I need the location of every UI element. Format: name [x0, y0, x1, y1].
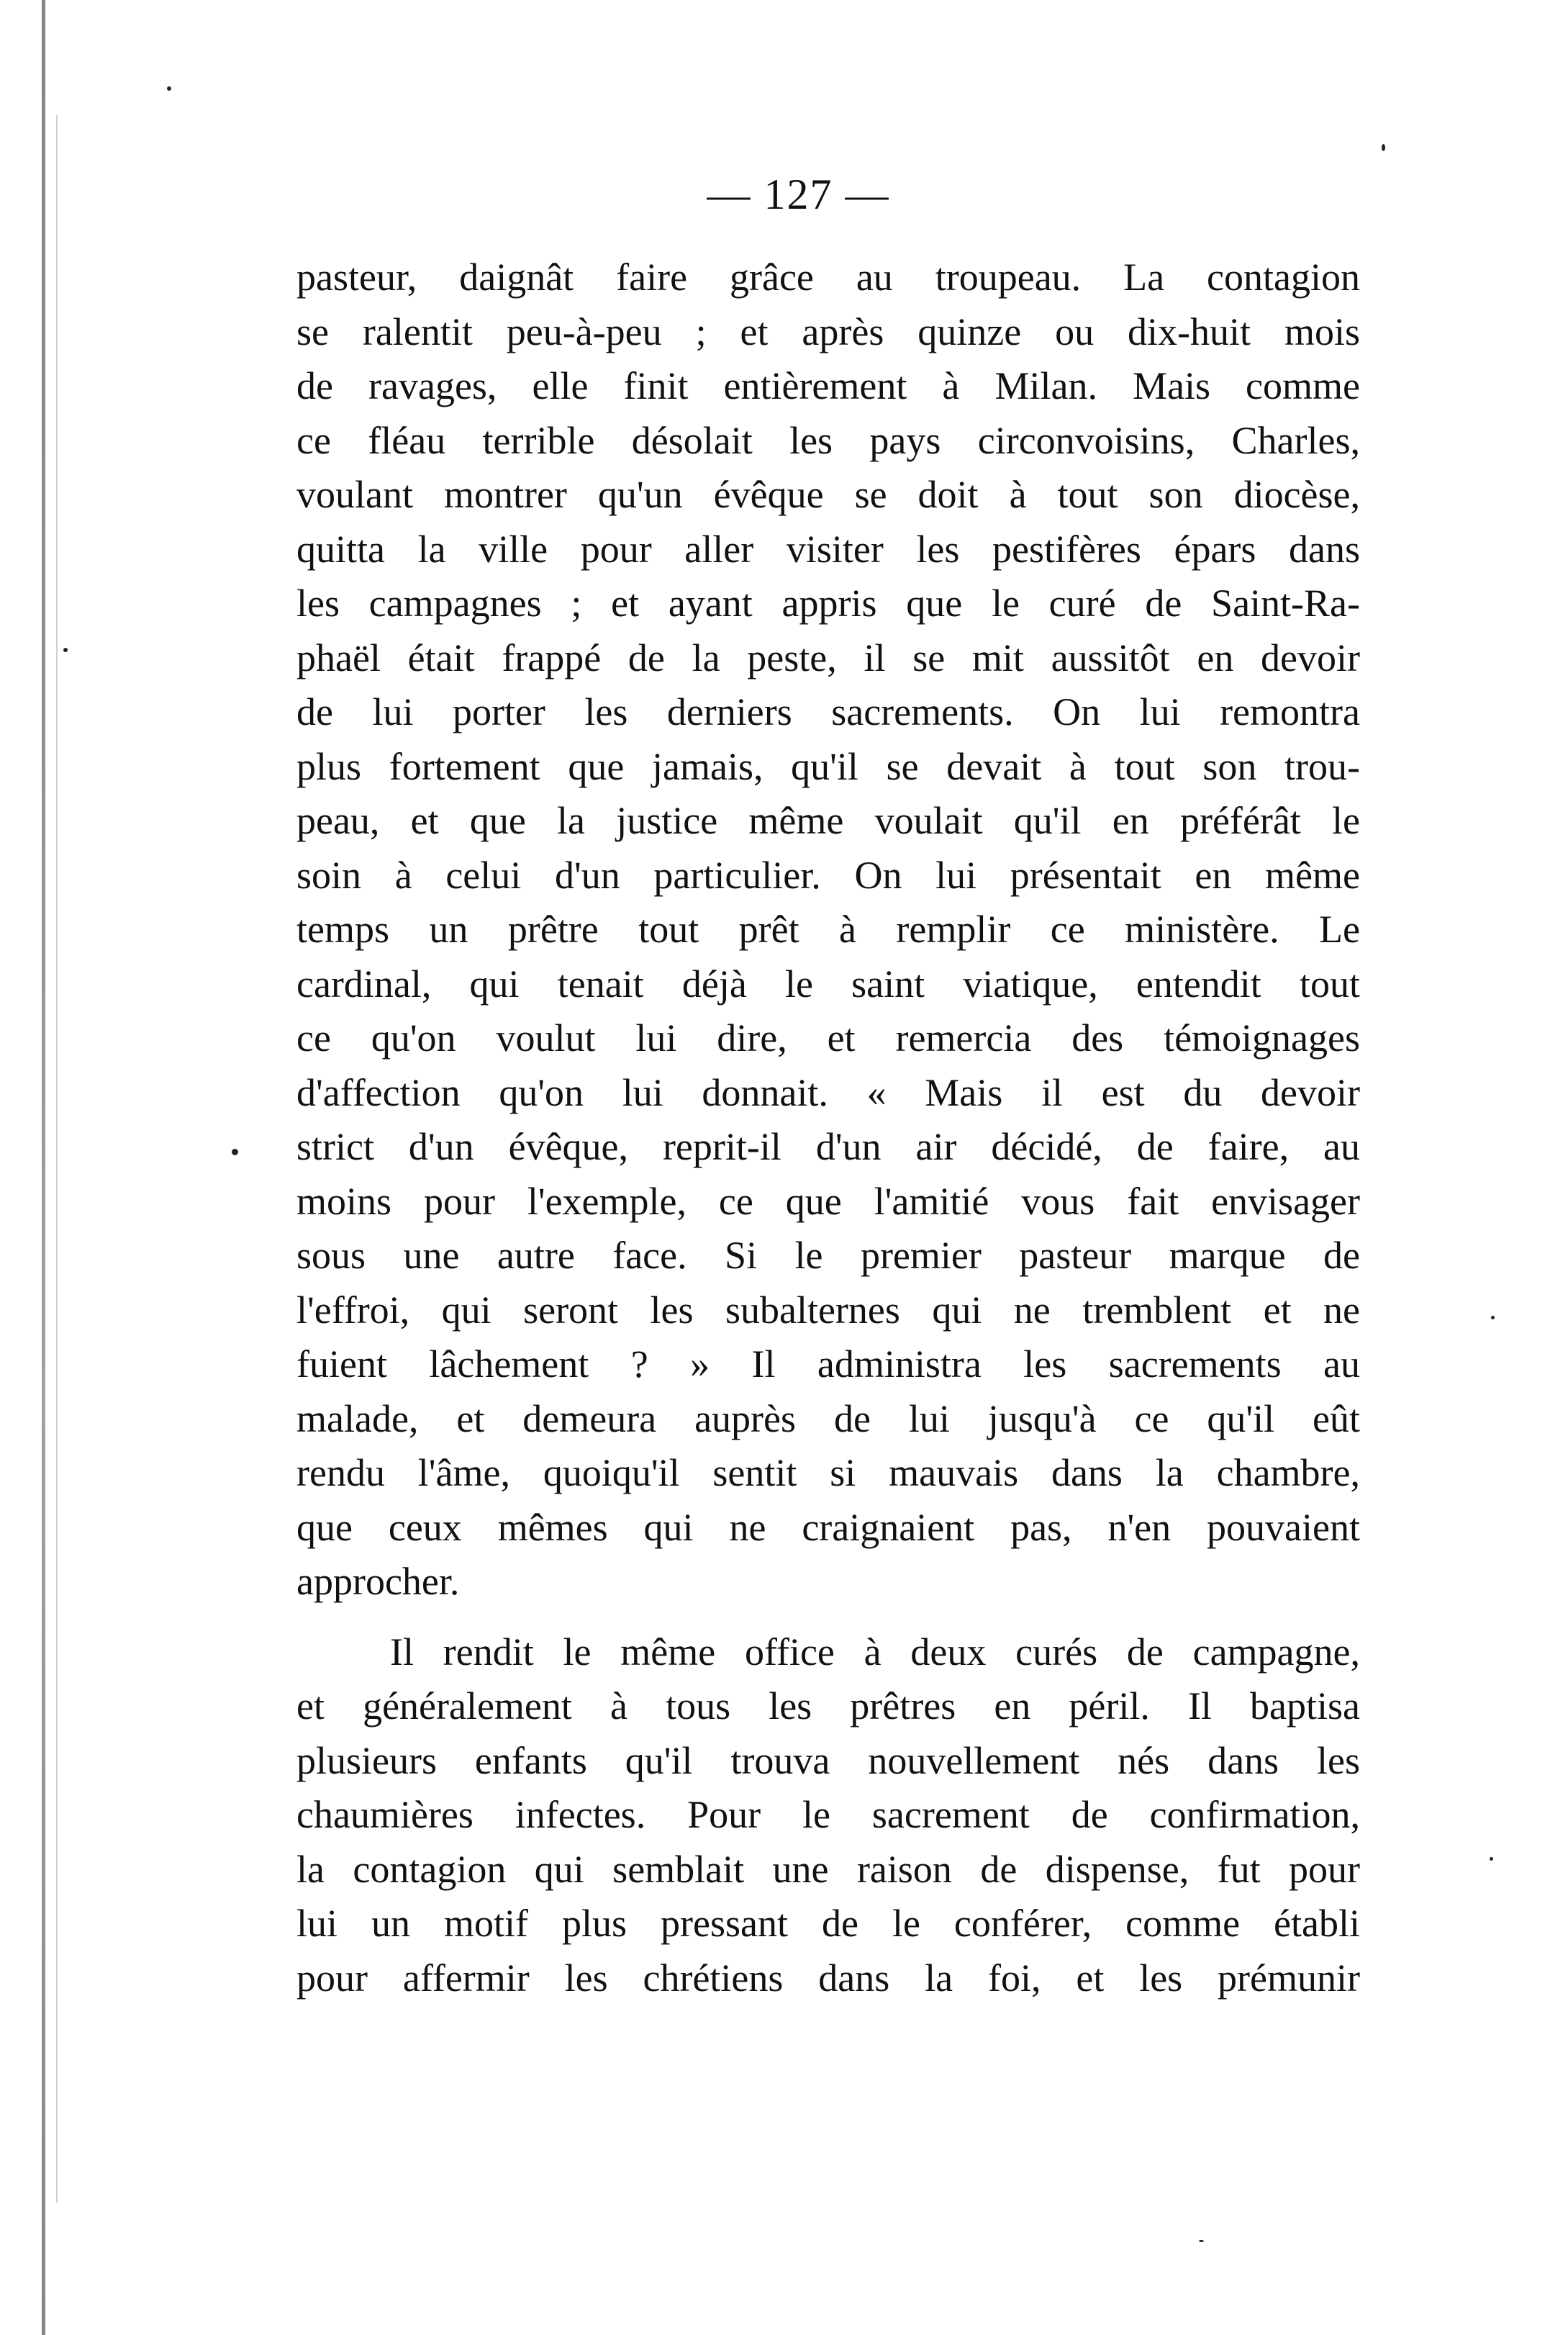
text-line: que ceux mêmes qui ne craignaient pas, n'en pouvaient — [296, 1505, 1360, 1549]
text-line: rendu l'âme, quoiqu'il sentit si mauvais dans la chambre, — [296, 1451, 1360, 1494]
text-line: soin à celui d'un particulier. On lui présentait en même — [296, 853, 1360, 897]
text-line: temps un prêtre tout prêt à remplir ce ministère. Le — [296, 908, 1360, 951]
text-line: et généralement à tous les prêtres en péril. Il baptisa — [296, 1684, 1360, 1727]
text-line: lui un motif plus pressant de le conférer, comme établi — [296, 1902, 1360, 1945]
scan-speck — [1490, 1857, 1493, 1861]
scan-speck — [232, 1149, 238, 1155]
text-line: d'affection qu'on lui donnait. « Mais il est du devoir — [296, 1070, 1360, 1114]
text-line: de ravages, elle finit entièrement à Milan. Mais comme — [296, 364, 1360, 407]
text-line: les campagnes ; et ayant appris que le curé de Saint-Ra- — [296, 582, 1360, 625]
text-line: phaël était frappé de la peste, il se mit aussitôt en devoir — [296, 636, 1360, 679]
page-number: — 127 — — [707, 171, 890, 218]
text-line: voulant montrer qu'un évêque se doit à tout son diocèse, — [296, 473, 1360, 516]
text-line: plusieurs enfants qu'il trouva nouvellement nés dans les — [296, 1738, 1360, 1782]
scan-speck — [1491, 1316, 1495, 1319]
scan-speck — [1382, 144, 1385, 151]
paragraph-gap — [296, 1609, 1360, 1625]
text-line: la contagion qui semblait une raison de dispense, fut pour — [296, 1847, 1360, 1891]
text-line: plus fortement que jamais, qu'il se devait à tout son trou- — [296, 744, 1360, 788]
body-text — [296, 250, 1360, 2005]
text-line: se ralentit peu-à-peu ; et après quinze ou dix-huit mois — [296, 310, 1360, 353]
text-line: pour affermir les chrétiens dans la foi, et les prémunir — [296, 1956, 1360, 2000]
binding-shadow — [56, 115, 58, 2203]
text-line: ce qu'on voulut lui dire, et remercia des témoignages — [296, 1016, 1360, 1060]
text-line: chaumières infectes. Pour le sacrement de confirmation, — [296, 1793, 1360, 1836]
text-line: strict d'un évêque, reprit-il d'un air décidé, de faire, au — [296, 1125, 1360, 1168]
text-line: approcher. — [296, 1560, 460, 1603]
text-line: peau, et que la justice même voulait qu'il en préférât le — [296, 799, 1360, 842]
text-line: pasteur, daignât faire grâce au troupeau. La contagion — [296, 256, 1360, 299]
text-line: de lui porter les derniers sacrements. On lui remontra — [296, 690, 1360, 733]
scan-speck — [63, 648, 68, 652]
scan-speck — [167, 86, 171, 91]
text-line: ce fléau terrible désolait les pays circonvoisins, Charles, — [296, 418, 1360, 462]
text-line: l'effroi, qui seront les subalternes qui ne tremblent et ne — [296, 1288, 1360, 1332]
text-line: Il rendit le même office à deux curés de campagne, — [390, 1630, 1360, 1674]
text-line: cardinal, qui tenait déjà le saint viatique, entendit tout — [296, 962, 1360, 1006]
text-line: sous une autre face. Si le premier pasteur marque de — [296, 1234, 1360, 1277]
text-line: quitta la ville pour aller visiter les pestifères épars dans — [296, 527, 1360, 571]
text-line: fuient lâchement ? » Il administra les sacrements au — [296, 1342, 1360, 1386]
text-line: malade, et demeura auprès de lui jusqu'à ce qu'il eût — [296, 1396, 1360, 1440]
text-line: moins pour l'exemple, ce que l'amitié vous fait envisager — [296, 1179, 1360, 1223]
binding-edge — [42, 0, 45, 2335]
scan-speck — [1199, 2240, 1204, 2242]
